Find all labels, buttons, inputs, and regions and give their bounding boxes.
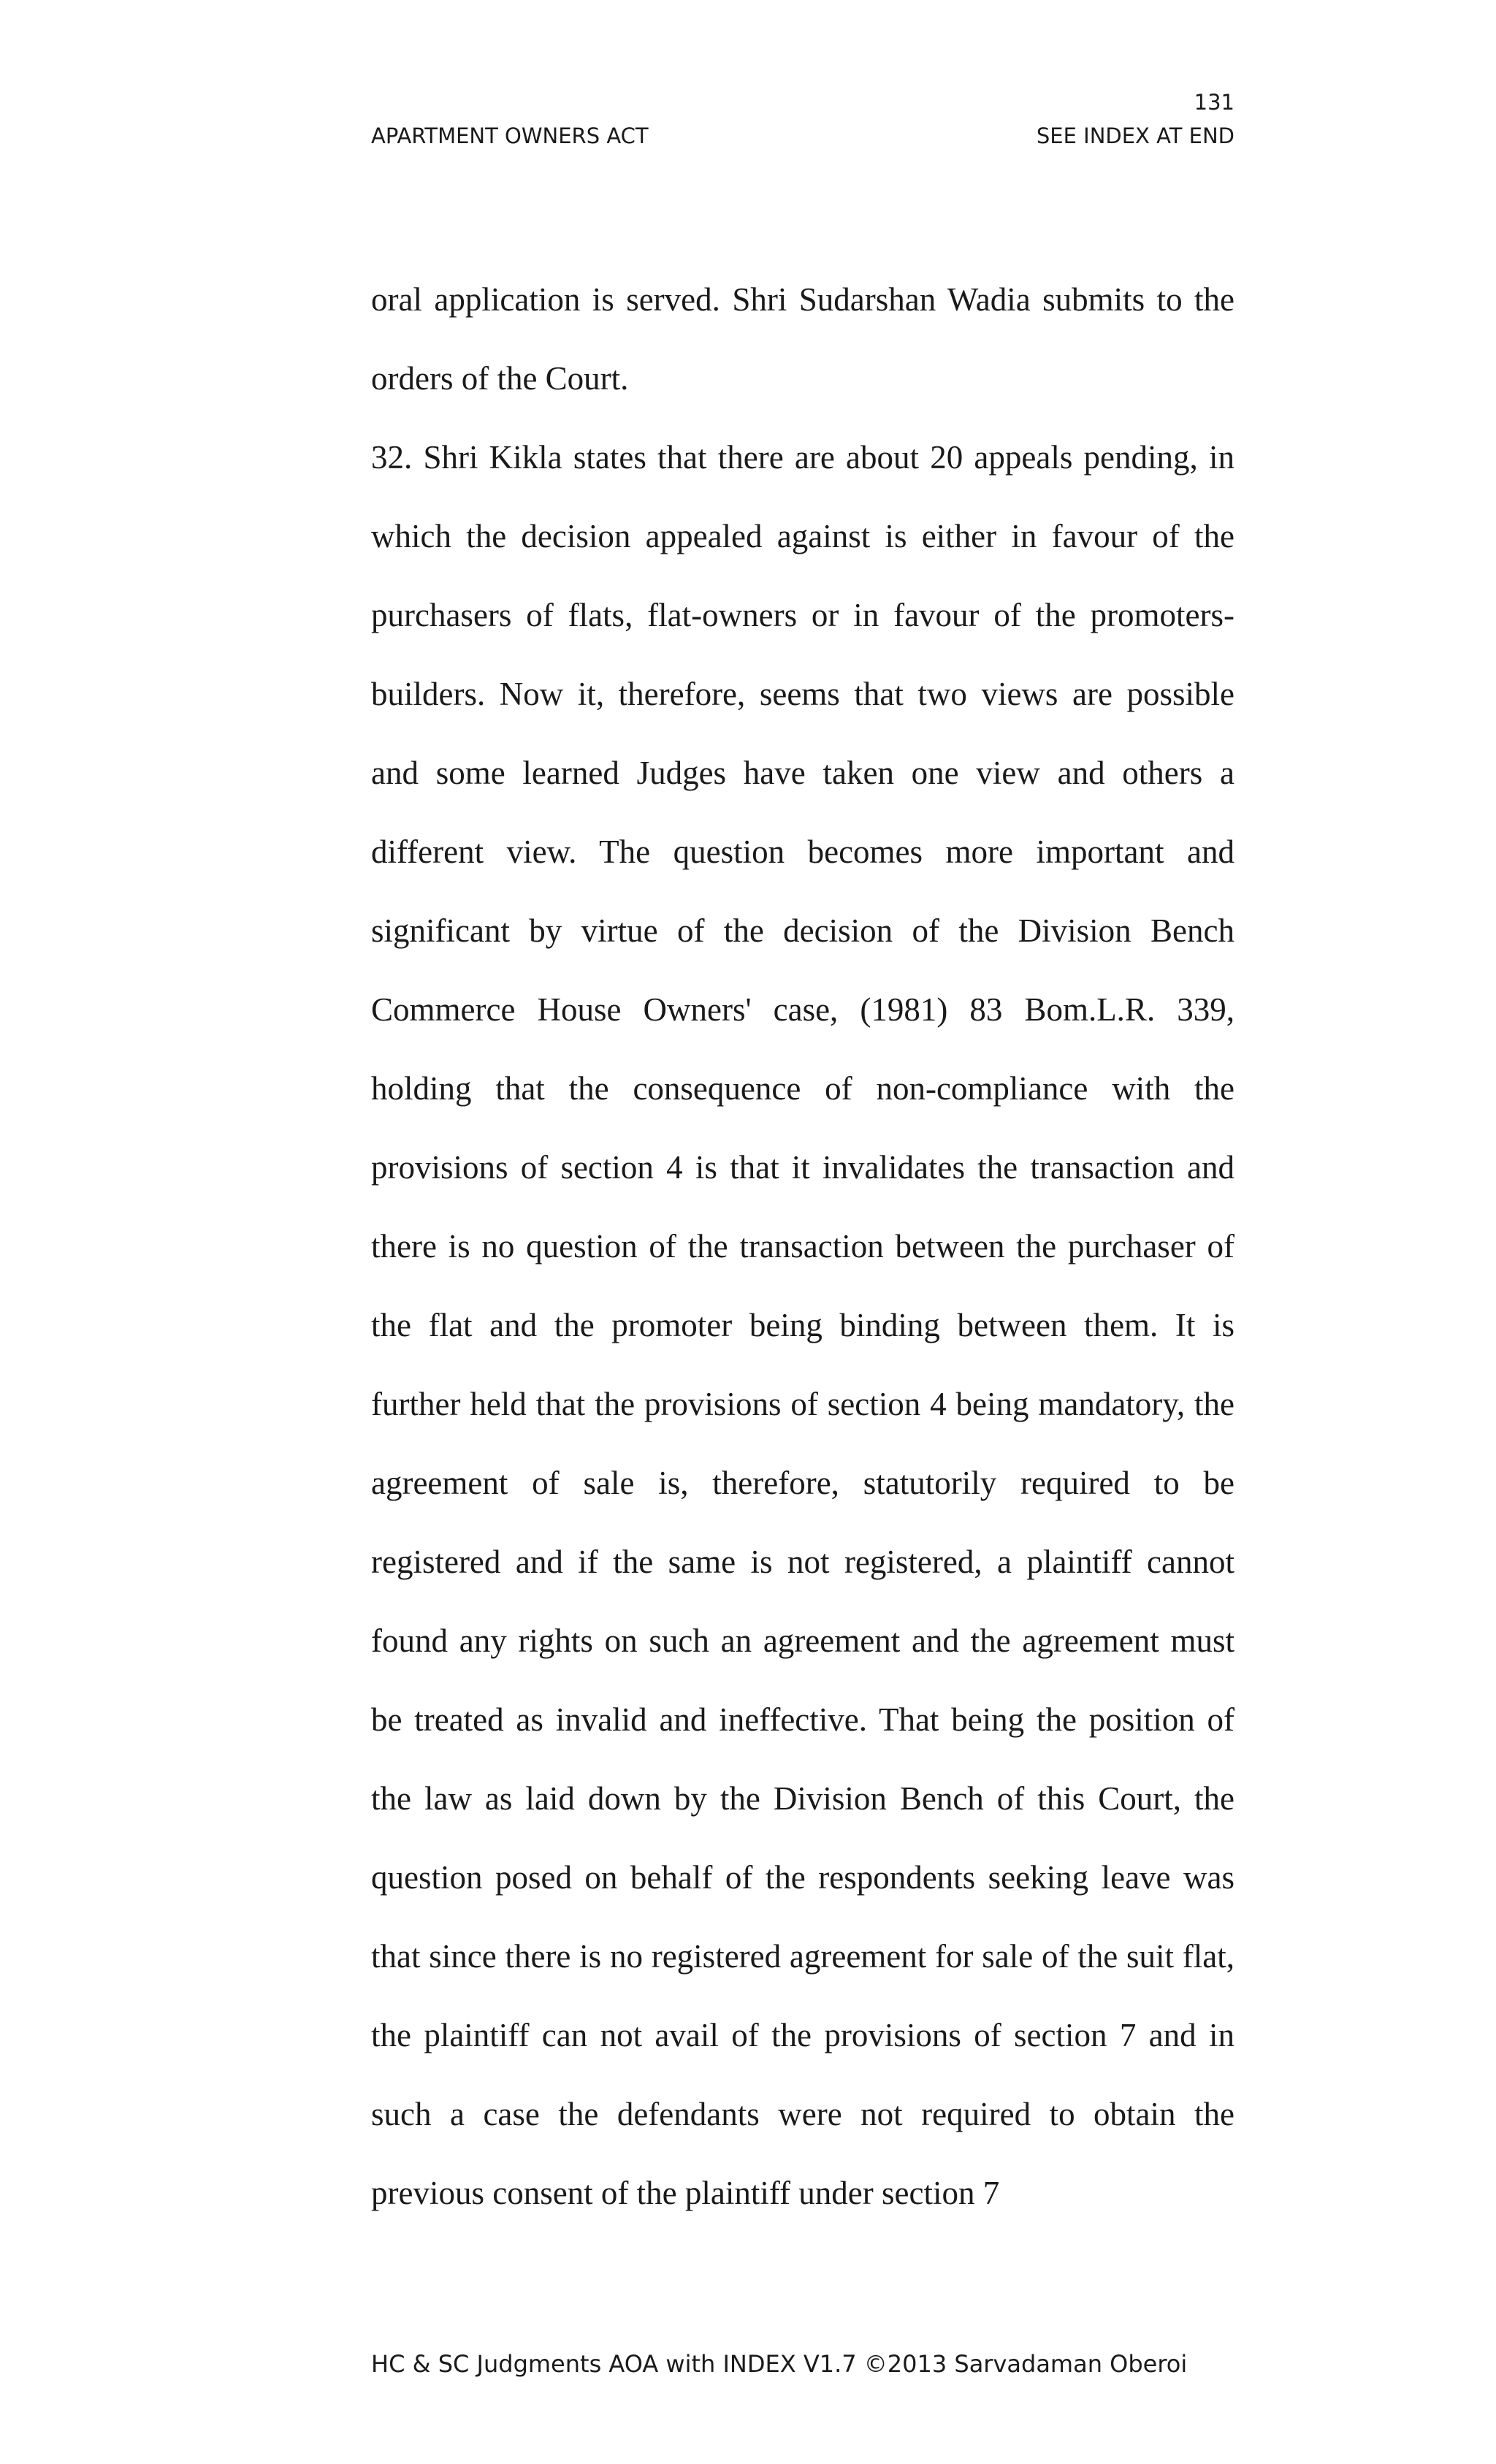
header-left-title: APARTMENT OWNERS ACT	[371, 123, 649, 148]
paragraph-32: 32. Shri Kikla states that there are about 20 appeals pending, in which the decision appealed against is either in favour of the purchasers of flats, flat-owners or in favour of the promoters-builders. Now it, therefore, seems that two views are possible and some learned Judges have taken one view and others a different view. The question becomes more important and significant by virtue of the decision of the Division Bench Commerce House Owners' case, (1981) 83 Bom.L.R. 339, holding that the consequence of non-compliance with the provisions of section 4 is that it invalidates the transaction and there is no question of the transaction between the purchaser of the flat and the promoter being binding between them. It is further held that the provisions of section 4 being mandatory, the agreement of sale is, therefore, statutorily required to be registered and if the same is not registered, a plaintiff cannot found any rights on such an agreement and the agreement must be treated as invalid and ineffective. That being the position of the law as laid down by the Division Bench of this Court, the question posed on behalf of the respondents seeking leave was that since there is no registered agreement for sale of the suit flat, the plaintiff can not avail of the provisions of section 7 and in such a case the defendants were not required to obtain the previous consent of the plaintiff under section 7	[371, 439, 1234, 2211]
page-footer: HC & SC Judgments AOA with INDEX V1.7 ©2013 Sarvadaman Oberoi	[371, 2350, 1188, 2378]
header-right-note: SEE INDEX AT END	[1036, 123, 1234, 148]
paragraph-continuation: oral application is served. Shri Sudarshan Wadia submits to the orders of the Court.	[371, 281, 1234, 397]
running-header	[371, 123, 1234, 149]
document-body	[371, 260, 1234, 2232]
page-number: 131	[1194, 90, 1234, 115]
